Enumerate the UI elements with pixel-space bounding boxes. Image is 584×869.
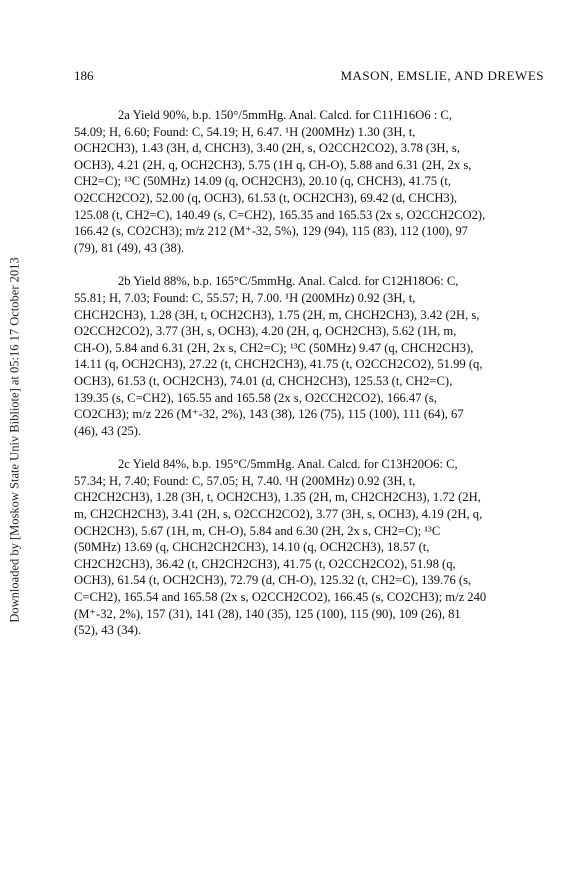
entry-line: CHCH2CH3), 1.28 (3H, t, OCH2CH3), 1.75 (2H, m, CHCH2CH3), 3.42 (2H, s, xyxy=(74,307,480,322)
entry-line: CH2CH2CH3), 1.28 (3H, t, OCH2CH3), 1.35 (2H, m, CH2CH2CH3), 1.72 (2H, xyxy=(74,490,481,505)
entry-line: 125.08 (t, CH2=C), 140.49 (s, C=CH2), 165.35 and 165.53 (2x s, O2CCH2CO2), xyxy=(74,207,486,222)
entry-line: 2b Yield 88%, b.p. 165°C/5mmHg. Anal. Calcd. for C12H18O6: C, xyxy=(118,274,459,289)
entry-line: CH-O), 5.84 and 6.31 (2H, 2x s, CH2=C); ¹³C (50MHz) 9.47 (q, CHCH2CH3), xyxy=(74,340,474,355)
entry-line: 166.42 (s, CO2CH3); m/z 212 (M⁺-32, 5%), 129 (94), 115 (83), 112 (100), 97 xyxy=(74,224,468,239)
entry-line: 2a Yield 90%, b.p. 150°/5mmHg. Anal. Calcd. for C11H16O6 : C, xyxy=(118,108,452,122)
entry-line: OCH2CH3), 1.43 (3H, d, CHCH3), 3.40 (2H, s, O2CCH2CO2), 3.78 (3H, s, xyxy=(74,141,460,156)
entry-line: CH2=C); ¹³C (50MHz) 14.09 (q, OCH2CH3), 20.10 (q, CHCH3), 41.75 (t, xyxy=(74,174,452,189)
download-watermark xyxy=(4,245,26,635)
experimental-data xyxy=(74,107,548,656)
entry-line: C=CH2), 165.54 and 165.58 (2x s, O2CCH2CO2), 166.45 (s, CO2CH3); m/z 240 xyxy=(74,590,487,605)
entry-line: OCH3), 61.54 (t, OCH2CH3), 72.79 (d, CH-O), 125.32 (t, CH2=C), 139.76 (s, xyxy=(74,573,472,588)
entry-line: (79), 81 (49), 43 (38). xyxy=(74,240,185,255)
entry-line: 57.34; H, 7.40; Found: C, 57.05; H, 7.40. ¹H (200MHz) 0.92 (3H, t, xyxy=(74,473,416,488)
entry-line: (46), 43 (25). xyxy=(74,423,142,438)
compound-entry-2c xyxy=(74,456,548,639)
entry-line: (50MHz) 13.69 (q, CHCH2CH2CH3), 14.10 (q, OCH2CH3), 18.57 (t, xyxy=(74,540,430,555)
download-watermark-text: Downloaded by [Moskow State Univ Bibliote] at 05:16 17 October 2013 xyxy=(7,257,22,623)
page-number: 186 xyxy=(74,68,94,83)
entry-line: OCH2CH3), 5.67 (1H, m, CH-O), 5.84 and 6.30 (2H, 2x s, CH2=C); ¹³C xyxy=(74,523,441,538)
entry-line: 55.81; H, 7.03; Found: C, 55.57; H, 7.00. ¹H (200MHz) 0.92 (3H, t, xyxy=(74,290,416,305)
entry-line: O2CCH2CO2), 3.77 (3H, s, OCH3), 4.20 (2H, q, OCH2CH3), 5.62 (1H, m, xyxy=(74,324,457,339)
entry-line: OCH3), 4.21 (2H, q, OCH2CH3), 5.75 (1H q, CH-O), 5.88 and 6.31 (2H, 2x s, xyxy=(74,157,472,172)
entry-line: CO2CH3); m/z 226 (M⁺-32, 2%), 143 (38), 126 (75), 115 (100), 111 (64), 67 xyxy=(74,407,464,422)
compound-entry-2a xyxy=(74,107,548,256)
page-header xyxy=(74,68,544,84)
entry-line: CH2CH2CH3), 36.42 (t, CH2CH2CH3), 41.75 (t, O2CCH2CO2), 51.98 (q, xyxy=(74,556,456,571)
entry-line: OCH3), 61.53 (t, OCH2CH3), 74.01 (d, CHCH2CH3), 125.53 (t, CH2=C), xyxy=(74,373,453,388)
entry-line: 14.11 (q, OCH2CH3), 27.22 (t, CHCH2CH3), 41.75 (t, O2CCH2CO2), 51.99 (q, xyxy=(74,357,483,372)
entry-line: m, CH2CH2CH3), 3.41 (2H, s, O2CCH2CO2), 3.77 (3H, s, OCH3), 4.19 (2H, q, xyxy=(74,507,483,522)
compound-entry-2b xyxy=(74,273,548,439)
running-title: MASON, EMSLIE, AND DREWES xyxy=(340,68,544,83)
entry-line: (M⁺-32, 2%), 157 (31), 141 (28), 140 (35), 125 (100), 115 (90), 109 (26), 81 xyxy=(74,606,461,621)
entry-line: 54.09; H, 6.60; Found: C, 54.19; H, 6.47. ¹H (200MHz) 1.30 (3H, t, xyxy=(74,124,416,139)
entry-line: O2CCH2CO2), 52.00 (q, OCH3), 61.53 (t, OCH2CH3), 69.42 (d, CHCH3), xyxy=(74,190,458,205)
entry-line: 139.35 (s, C=CH2), 165.55 and 165.58 (2x s, O2CCH2CO2), 166.47 (s, xyxy=(74,390,437,405)
entry-line: 2c Yield 84%, b.p. 195°C/5mmHg. Anal. Calcd. for C13H20O6: C, xyxy=(118,457,458,472)
entry-line: (52), 43 (34). xyxy=(74,623,142,638)
